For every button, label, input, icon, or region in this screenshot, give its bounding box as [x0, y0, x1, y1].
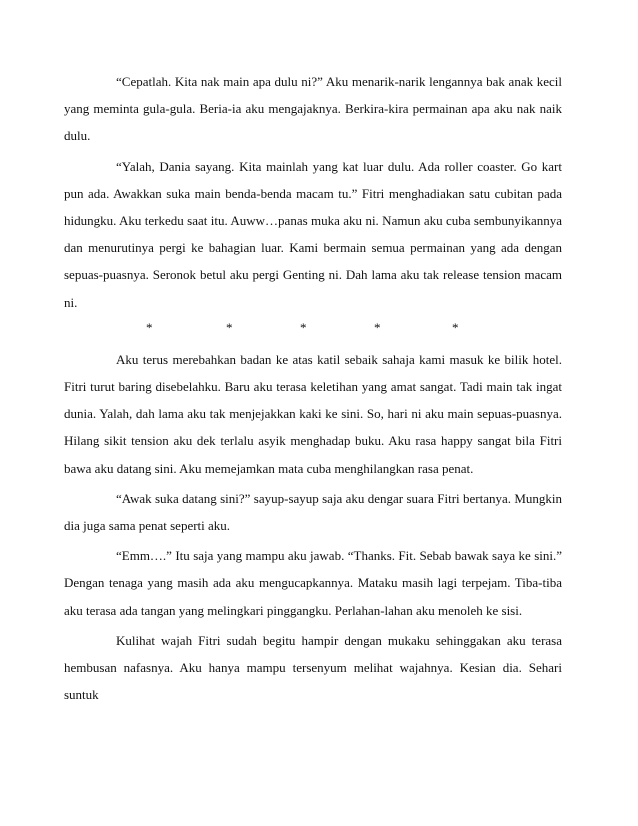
- section-separator: [64, 316, 562, 343]
- paragraph-1: “Cepatlah. Kita nak main apa dulu ni?” Aku menarik-narik lengannya bak anak kecil yang meminta gula-gula. Beria-ia aku mengajaknya. Berkira-kira permainan apa aku nak naik dulu.: [64, 74, 562, 144]
- document-page: [64, 68, 562, 708]
- separator-asterisk: *: [374, 319, 381, 335]
- paragraph-5: “Emm….” Itu saja yang mampu aku jawab. “Thanks. Fit. Sebab bawak saya ke sini.” Dengan tenaga yang masih ada aku mengucapkannya. Mataku masih lagi terpejam. Tiba-tiba aku terasa ada tangan yang melingkari pinggangku. Perlahan-lahan aku menoleh ke sisi.: [64, 548, 562, 618]
- separator-asterisk: *: [146, 319, 153, 335]
- paragraph-3: Aku terus merebahkan badan ke atas katil sebaik sahaja kami masuk ke bilik hotel. Fitri turut baring disebelahku. Baru aku terasa keletihan yang amat sangat. Tadi main tak ingat dunia. Yalah, dah lama aku tak menjejakkan kaki ke sini. So, hari ni aku main sepuas-puasnya. Hilang sikit tension aku dek terlalu asyik menghadap buku. Aku rasa happy sangat bila Fitri bawa aku datang sini. Aku memejamkan mata cuba menghilangkan rasa penat.: [64, 351, 562, 476]
- separator-asterisk: *: [300, 319, 307, 335]
- separator-asterisk: *: [452, 319, 459, 335]
- paragraph-4: “Awak suka datang sini?” sayup-sayup saja aku dengar suara Fitri bertanya. Mungkin dia juga sama penat seperti aku.: [64, 490, 562, 534]
- paragraph-6: Kulihat wajah Fitri sudah begitu hampir dengan mukaku sehinggakan aku terasa hembusan nafasnya. Aku hanya mampu tersenyum melihat wajahnya. Kesian dia. Sehari suntuk: [64, 632, 562, 703]
- paragraph-2: “Yalah, Dania sayang. Kita mainlah yang kat luar dulu. Ada roller coaster. Go kart pun ada. Awakkan suka main benda-benda macam tu.” Fitri menghadiakan satu cubitan pada hidungku. Aku terkedu saat itu. Auww…panas muka aku ni. Namun aku cuba sembunyikannya dan menurutinya pergi ke bahagian luar. Kami bermain semua permainan yang ada dengan sepuas-puasnya. Seronok betul aku pergi Genting ni. Dah lama aku tak release tension macam ni.: [64, 158, 562, 310]
- separator-asterisk: *: [226, 319, 233, 335]
